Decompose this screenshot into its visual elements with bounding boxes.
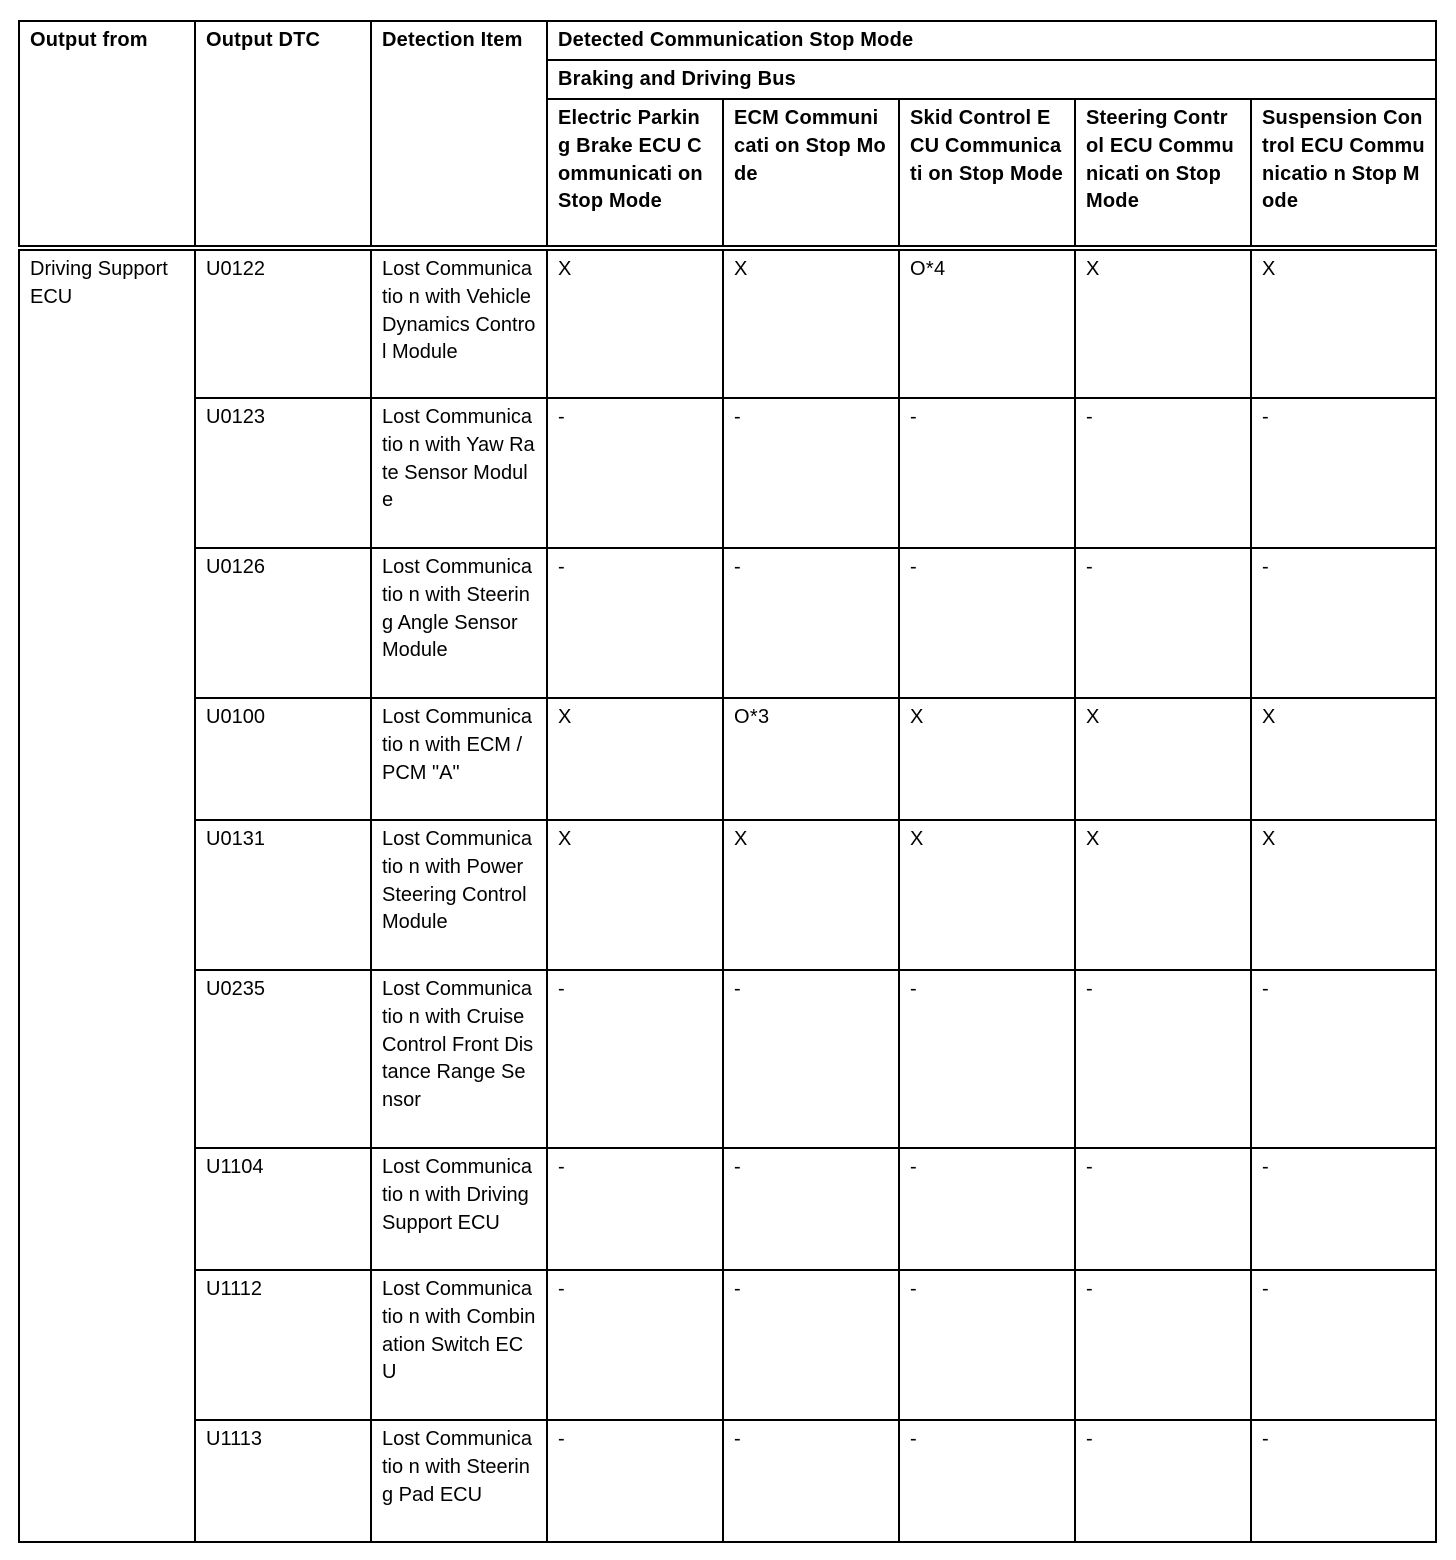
dtc-code: U0235 (195, 970, 371, 1148)
detection-item: Lost Communicatio n with Combination Switch ECU (371, 1270, 547, 1420)
mode-value: - (1075, 1420, 1251, 1542)
mode-value: O*4 (899, 248, 1075, 398)
mode-value: - (547, 548, 723, 698)
detection-item: Lost Communicatio n with Power Steering Control Module (371, 820, 547, 970)
dtc-code: U1112 (195, 1270, 371, 1420)
dtc-code: U0122 (195, 248, 371, 398)
detection-item: Lost Communicatio n with Yaw Rate Sensor Module (371, 398, 547, 548)
mode-value: - (723, 970, 899, 1148)
mode-value: - (1075, 548, 1251, 698)
table-row (19, 1420, 1436, 1542)
table-row (19, 548, 1436, 698)
mode-value: - (1251, 1148, 1436, 1270)
table-row (19, 1148, 1436, 1270)
mode-value: - (1251, 1270, 1436, 1420)
mode-value: - (723, 398, 899, 548)
table-row (19, 248, 1436, 398)
table-row (19, 820, 1436, 970)
mode-value: X (1251, 698, 1436, 820)
mode-value: - (899, 548, 1075, 698)
header-braking-driving-bus: Braking and Driving Bus (547, 60, 1436, 99)
header-detection-item: Detection Item (371, 21, 547, 248)
mode-value: - (1075, 1270, 1251, 1420)
mode-value: - (547, 398, 723, 548)
output-from-cell: Driving Support ECU (19, 248, 195, 1542)
mode-value: - (1251, 970, 1436, 1148)
mode-value: - (547, 1270, 723, 1420)
detection-item: Lost Communicatio n with Steering Angle Sensor Module (371, 548, 547, 698)
mode-value: - (547, 970, 723, 1148)
dtc-code: U0123 (195, 398, 371, 548)
mode-value: - (1251, 1420, 1436, 1542)
header-output-dtc: Output DTC (195, 21, 371, 248)
mode-value: X (723, 820, 899, 970)
dtc-code: U0126 (195, 548, 371, 698)
mode-value: - (899, 1420, 1075, 1542)
mode-value: X (547, 698, 723, 820)
header-skid-control-mode: Skid Control ECU Communicati on Stop Mode (899, 99, 1075, 248)
detection-item: Lost Communicatio n with Cruise Control Front Distance Range Sensor (371, 970, 547, 1148)
mode-value: X (547, 820, 723, 970)
header-detected-communication-stop-mode: Detected Communication Stop Mode (547, 21, 1436, 60)
mode-value: X (899, 698, 1075, 820)
dtc-code: U1113 (195, 1420, 371, 1542)
mode-value: - (1075, 398, 1251, 548)
dtc-code: U0100 (195, 698, 371, 820)
dtc-communication-stop-table (18, 20, 1437, 1543)
mode-value: - (1075, 1148, 1251, 1270)
mode-value: - (1251, 548, 1436, 698)
header-ecm-mode: ECM Communicati on Stop Mode (723, 99, 899, 248)
mode-value: - (547, 1420, 723, 1542)
table-row (19, 698, 1436, 820)
mode-value: X (1251, 820, 1436, 970)
mode-value: - (899, 398, 1075, 548)
header-steering-control-mode: Steering Control ECU Communicati on Stop Mode (1075, 99, 1251, 248)
mode-value: - (723, 548, 899, 698)
mode-value: - (1075, 970, 1251, 1148)
table-row (19, 970, 1436, 1148)
mode-value: - (547, 1148, 723, 1270)
detection-item: Lost Communicatio n with Vehicle Dynamics Control Module (371, 248, 547, 398)
mode-value: X (899, 820, 1075, 970)
mode-value: - (899, 970, 1075, 1148)
table-row (19, 398, 1436, 548)
mode-value: X (547, 248, 723, 398)
mode-value: - (899, 1148, 1075, 1270)
table-row (19, 1270, 1436, 1420)
mode-value: X (1251, 248, 1436, 398)
header-epb-ecu-mode: Electric Parking Brake ECU Communicati on Stop Mode (547, 99, 723, 248)
mode-value: - (723, 1148, 899, 1270)
header-output-from: Output from (19, 21, 195, 248)
mode-value: X (723, 248, 899, 398)
mode-value: - (723, 1420, 899, 1542)
mode-value: - (1251, 398, 1436, 548)
mode-value: - (723, 1270, 899, 1420)
detection-item: Lost Communicatio n with Driving Support ECU (371, 1148, 547, 1270)
mode-value: X (1075, 820, 1251, 970)
header-suspension-control-mode: Suspension Control ECU Communicatio n Stop Mode (1251, 99, 1436, 248)
dtc-code: U1104 (195, 1148, 371, 1270)
mode-value: O*3 (723, 698, 899, 820)
detection-item: Lost Communicatio n with ECM / PCM "A" (371, 698, 547, 820)
dtc-code: U0131 (195, 820, 371, 970)
detection-item: Lost Communicatio n with Steering Pad ECU (371, 1420, 547, 1542)
mode-value: - (899, 1270, 1075, 1420)
mode-value: X (1075, 248, 1251, 398)
mode-value: X (1075, 698, 1251, 820)
